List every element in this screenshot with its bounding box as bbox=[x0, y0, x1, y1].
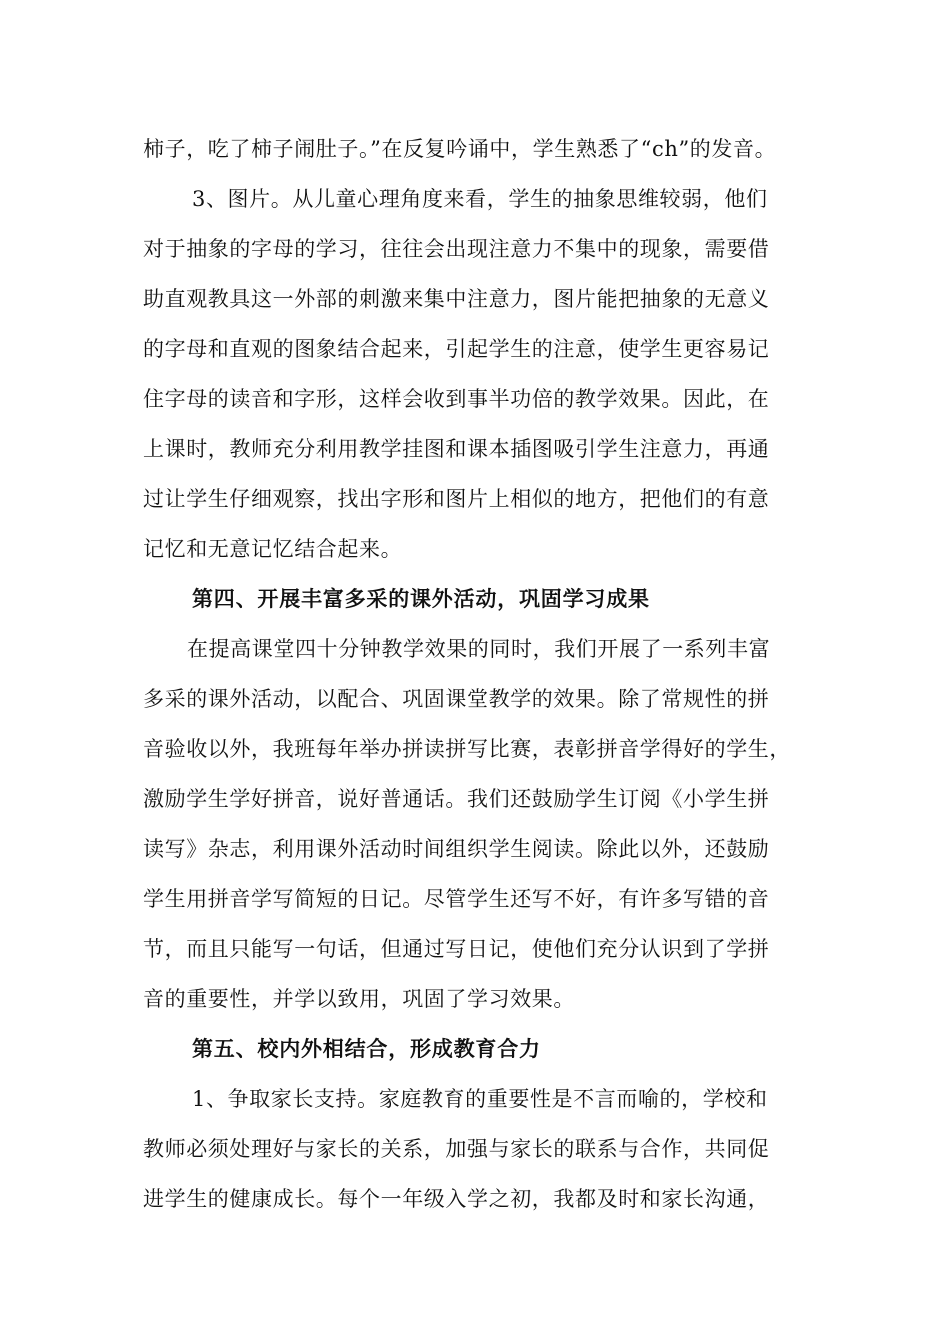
text-line-17: 节，而且只能写一句话，但通过写日记，使他们充分认识到了学拼 bbox=[143, 937, 770, 961]
text-line-11: 在提高课堂四十分钟教学效果的同时，我们开展了一系列丰富 bbox=[187, 637, 771, 661]
section-heading-4: 第四、开展丰富多采的课外活动，巩固学习成果 bbox=[192, 586, 650, 611]
text-line-20: 1、争取家长支持。家庭教育的重要性是不言而喻的，学校和 bbox=[192, 1087, 768, 1111]
text-line-9: 记忆和无意记忆结合起来。 bbox=[143, 537, 403, 561]
text-line-4: 助直观教具这一外部的刺激来集中注意力，图片能把抽象的无意义 bbox=[143, 287, 770, 311]
text-line-6: 住字母的读音和字形，这样会收到事半功倍的教学效果。因此，在 bbox=[143, 387, 770, 411]
text-line-15: 读写》杂志，利用课外活动时间组织学生阅读。除此以外，还鼓励 bbox=[143, 837, 770, 861]
text-line-7: 上课时，教师充分利用教学挂图和课本插图吸引学生注意力，再通 bbox=[143, 437, 770, 461]
text-line-12: 多采的课外活动，以配合、巩固课堂教学的效果。除了常规性的拼 bbox=[143, 687, 770, 711]
text-line-5: 的字母和直观的图象结合起来，引起学生的注意，使学生更容易记 bbox=[143, 337, 770, 361]
text-line-3: 对于抽象的字母的学习，往往会出现注意力不集中的现象，需要借 bbox=[143, 237, 770, 261]
text-line-22: 进学生的健康成长。每个一年级入学之初，我都及时和家长沟通， bbox=[143, 1187, 770, 1211]
text-line-2: 3、图片。从儿童心理角度来看，学生的抽象思维较弱，他们 bbox=[192, 187, 768, 211]
text-line-21: 教师必须处理好与家长的关系，加强与家长的联系与合作，共同促 bbox=[143, 1137, 770, 1161]
text-line-14: 激励学生学好拼音，说好普通话。我们还鼓励学生订阅《小学生拼 bbox=[143, 787, 770, 811]
text-line-18: 音的重要性，并学以致用，巩固了学习效果。 bbox=[143, 987, 575, 1011]
text-line-1: 柿子，吃了柿子闹肚子。”在反复吟诵中，学生熟悉了“ch”的发音。 bbox=[143, 137, 777, 161]
text-line-13: 音验收以外，我班每年举办拼读拼写比赛，表彰拼音学得好的学生， bbox=[143, 737, 791, 761]
section-heading-5: 第五、校内外相结合，形成教育合力 bbox=[192, 1036, 541, 1061]
text-line-8: 过让学生仔细观察，找出字形和图片上相似的地方，把他们的有意 bbox=[143, 487, 770, 511]
text-line-16: 学生用拼音学写简短的日记。尽管学生还写不好，有许多写错的音 bbox=[143, 887, 770, 911]
